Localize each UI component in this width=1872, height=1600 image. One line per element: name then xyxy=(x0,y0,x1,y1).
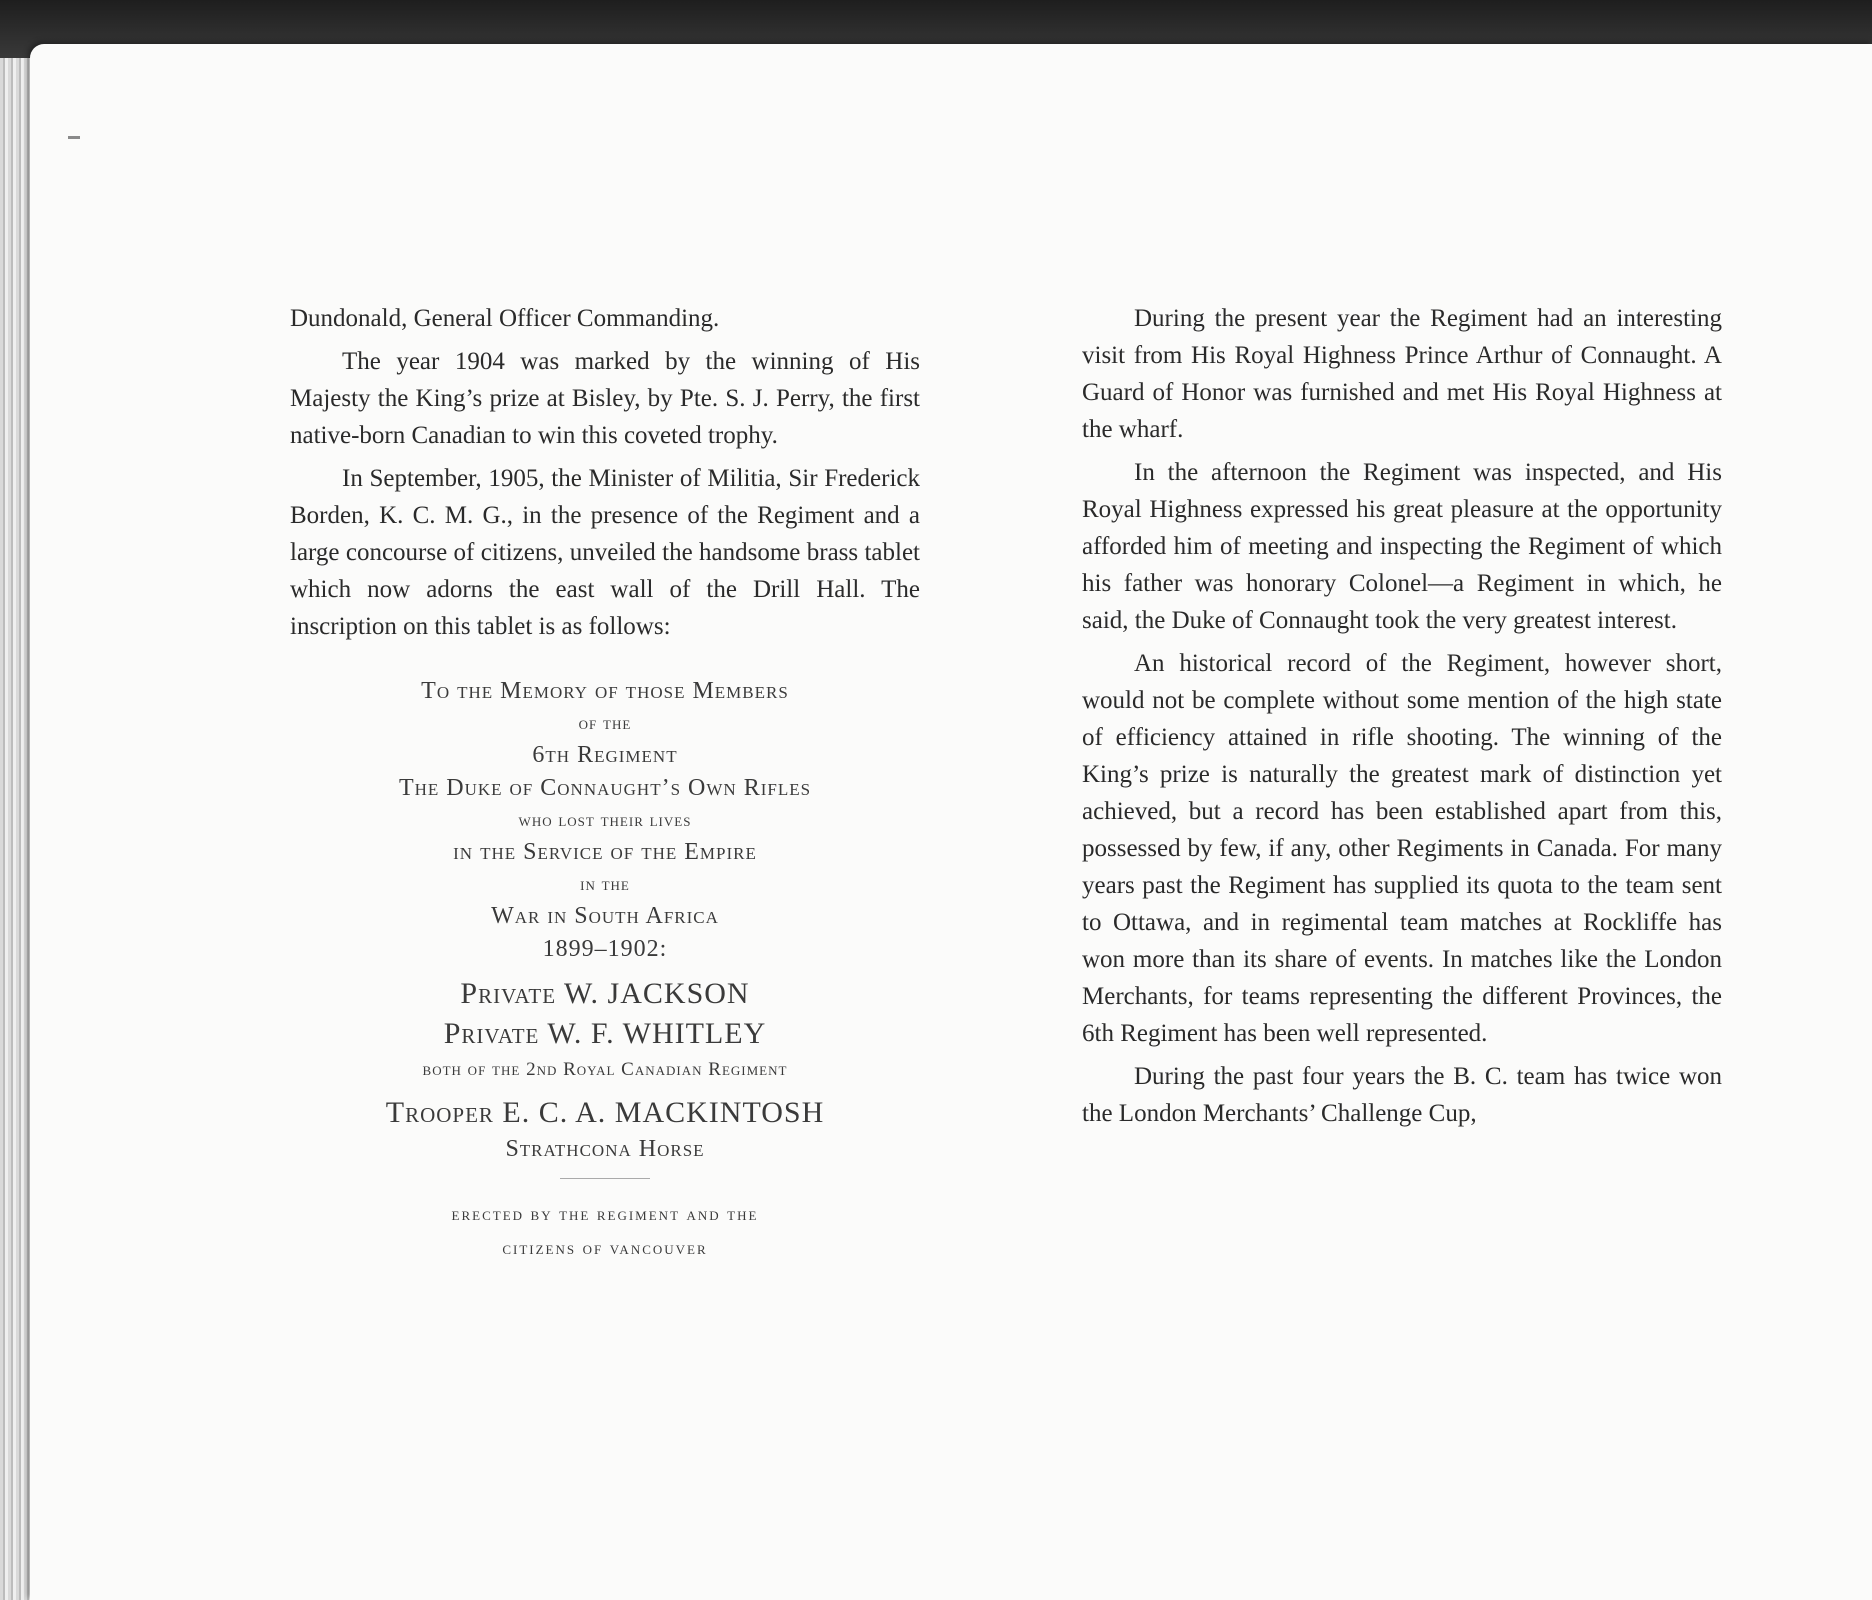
paragraph: During the present year the Regiment had an interesting visit from His Royal Highness Prince Arthur of Connaught. A Guard of Honor was furnished and met His Royal Highness at the wharf. xyxy=(1082,305,1722,443)
inscription-line: in the Service of the Empire xyxy=(453,839,757,865)
inscription-line: both of the 2nd Royal Canadian Regiment xyxy=(422,1059,788,1080)
inscription-name: Private W. F. WHITLEY xyxy=(443,1017,767,1050)
inscription-line: of the xyxy=(578,713,632,734)
inscription-line: in the xyxy=(580,874,630,895)
inscription-line: War in South Africa xyxy=(491,903,719,929)
inscription-footer: citizens of vancouver xyxy=(502,1238,708,1258)
paragraph: During the past four years the B. C. team has twice won the London Merchants’ Challenge Cup, xyxy=(1082,1063,1722,1127)
inscription-line: who lost their lives xyxy=(518,810,692,831)
inscription-line: To the Memory of those Members xyxy=(421,678,789,704)
left-column xyxy=(290,300,920,1265)
paragraph: An historical record of the Regiment, however short, would not be complete without some mention of the high state of efficiency attained in rifle shooting. The winning of the King’s prize is naturally the greatest mark of distinction yet achieved, but a record has been established apart from this, possessed by few, if any, other Regiments in Canada. For many years past the Regiment has supplied its quota to the team sent to Ottawa, and in regimental team matches at Rockliffe has won more than its share of events. In matches like the London Merchants, for teams representing the different Provinces, the 6th Regiment has been well represented. xyxy=(1082,650,1722,1047)
page-mark xyxy=(68,136,80,139)
inscription-line: The Duke of Connaught’s Own Rifles xyxy=(398,775,812,801)
inscription-footer: erected by the regiment and the xyxy=(451,1204,759,1224)
inscription-name: Private W. JACKSON xyxy=(460,977,750,1010)
inscription-line: 1899–1902: xyxy=(542,936,668,962)
tablet-inscription xyxy=(290,675,920,1265)
paragraph: The year 1904 was marked by the winning of His Majesty the King’s prize at Bisley, by Pte. S. J. Perry, the first native-born Canadian to win this coveted trophy. xyxy=(290,348,920,449)
inscription-name: Trooper E. C. A. MACKINTOSH xyxy=(385,1096,825,1129)
right-column xyxy=(1082,300,1722,1138)
paragraph: Dundonald, General Officer Commanding. xyxy=(290,305,720,332)
paragraph: In the afternoon the Regiment was inspected, and His Royal Highness expressed his great pleasure at the opportunity afforded him of meeting and inspecting the Regiment of which his father was honorary Colonel—a Regiment in which, he said, the Duke of Connaught took the very greatest interest. xyxy=(1082,459,1722,634)
paragraph: In September, 1905, the Minister of Militia, Sir Frederick Borden, K. C. M. G., in the presence of the Regiment and a large concourse of citizens, unveiled the handsome brass tablet which now adorns the east wall of the Drill Hall. The inscription on this tablet is as follows: xyxy=(290,465,920,640)
inscription-line: 6th Regiment xyxy=(532,742,678,768)
inscription-line: Strathcona Horse xyxy=(505,1136,705,1162)
divider xyxy=(560,1178,650,1179)
